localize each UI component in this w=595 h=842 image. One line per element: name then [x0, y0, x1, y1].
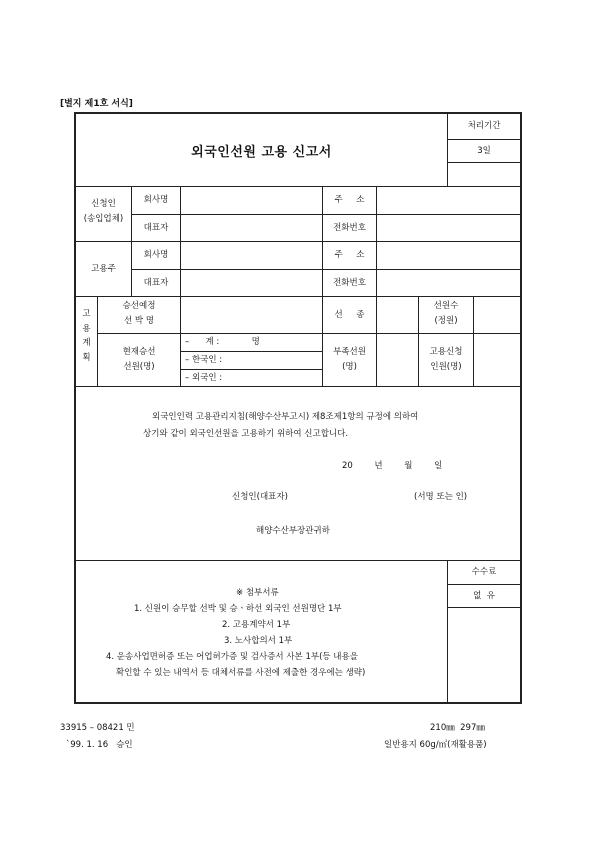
fee-label: 수수료 — [471, 567, 497, 578]
crew-capacity-label: 선원수 (정원) — [433, 301, 459, 326]
signer-label: 신청인(대표자) — [232, 492, 288, 502]
applicant-company-label: 회사명 — [143, 195, 169, 206]
applicant-rep-field[interactable] — [181, 215, 322, 241]
current-crew-korean[interactable]: – 한국인 : — [185, 355, 223, 365]
employer-phone-label: 전화번호 — [333, 277, 366, 288]
employer-rep-field[interactable] — [181, 270, 322, 296]
signature-note[interactable]: (서명 또는 인) — [414, 492, 468, 502]
applicant-phone-label: 전화번호 — [333, 222, 366, 233]
employment-request-field[interactable] — [474, 334, 520, 386]
applicant-address-label: 주 소 — [334, 195, 365, 206]
employer-phone-field[interactable] — [377, 270, 520, 296]
paper-size: 210㎜ 297㎜ — [430, 723, 485, 733]
processing-label: 처리기간 — [467, 120, 501, 131]
declaration-date[interactable]: 20 년 월 일 — [342, 461, 443, 471]
recipient: 해양수산부장관귀하 — [256, 526, 330, 536]
crew-capacity-field[interactable] — [474, 297, 520, 333]
ship-type-field[interactable] — [377, 297, 418, 333]
paper-spec: 일반용지 60g/㎡(재활용품) — [384, 740, 487, 750]
attachment-item: 4. 운송사업면허증 또는 어업허가증 및 검사증서 사본 1부(등 내용을 — [106, 652, 358, 662]
employer-address-label: 주 소 — [334, 250, 365, 261]
attachment-item: 3. 노사합의서 1부 — [224, 636, 293, 646]
current-crew-total[interactable]: – 계 : 명 — [185, 337, 260, 347]
employer-group-label: 고용주 — [91, 263, 116, 274]
employer-company-field[interactable] — [181, 242, 322, 269]
plan-group-label: 고 용 계 획 — [82, 309, 91, 363]
applicant-group-label: 신청인 (송입업체) — [83, 199, 124, 224]
current-crew-foreign[interactable]: – 외국인 : — [185, 373, 223, 383]
shortage-crew-label: 부족선원 (명) — [333, 347, 366, 372]
employment-request-label: 고용신청 인원(명) — [429, 347, 463, 372]
attachment-item: 1. 신원이 승무할 선박 및 승ㆍ하선 외국인 선원명단 1부 — [134, 604, 342, 614]
employer-rep-label: 대표자 — [143, 277, 169, 288]
shortage-crew-field[interactable] — [377, 334, 418, 386]
attachments-heading: ※ 첨부서류 — [236, 588, 279, 598]
applicant-company-field[interactable] — [181, 187, 322, 214]
applicant-rep-label: 대표자 — [143, 222, 169, 233]
planned-vessel-label: 승선예정 선 박 명 — [122, 301, 156, 326]
applicant-address-field[interactable] — [377, 187, 520, 214]
fee-value: 없 유 — [473, 590, 495, 601]
planned-vessel-field[interactable] — [181, 297, 322, 333]
declaration-line-2: 상기와 같이 외국인선원을 고용하기 위하여 신고합니다. — [143, 429, 349, 439]
employer-address-field[interactable] — [377, 242, 520, 269]
form-title: 외국인선원 고용 신고서 — [191, 144, 332, 160]
approval-date: `99. 1. 16 승인 — [66, 740, 133, 750]
applicant-phone-field[interactable] — [377, 215, 520, 241]
processing-value: 3일 — [477, 145, 491, 156]
form-label: [별지 제1호 서식] — [60, 99, 133, 109]
employer-company-label: 회사명 — [143, 250, 169, 261]
ship-type-label: 선 종 — [334, 309, 365, 320]
form-code: 33915 – 08421 민 — [60, 723, 135, 733]
current-crew-label: 현재승선 선원(명) — [122, 347, 156, 372]
declaration-line-1: 외국인인력 고용관리지침(해양수산부고시) 제8조제1항의 규정에 의하여 — [152, 412, 419, 422]
attachment-item: 2. 고용계약서 1부 — [222, 620, 291, 630]
attachment-item: 확인할 수 있는 내역서 등 대체서류를 사전에 제출한 경우에는 생략) — [116, 668, 366, 678]
